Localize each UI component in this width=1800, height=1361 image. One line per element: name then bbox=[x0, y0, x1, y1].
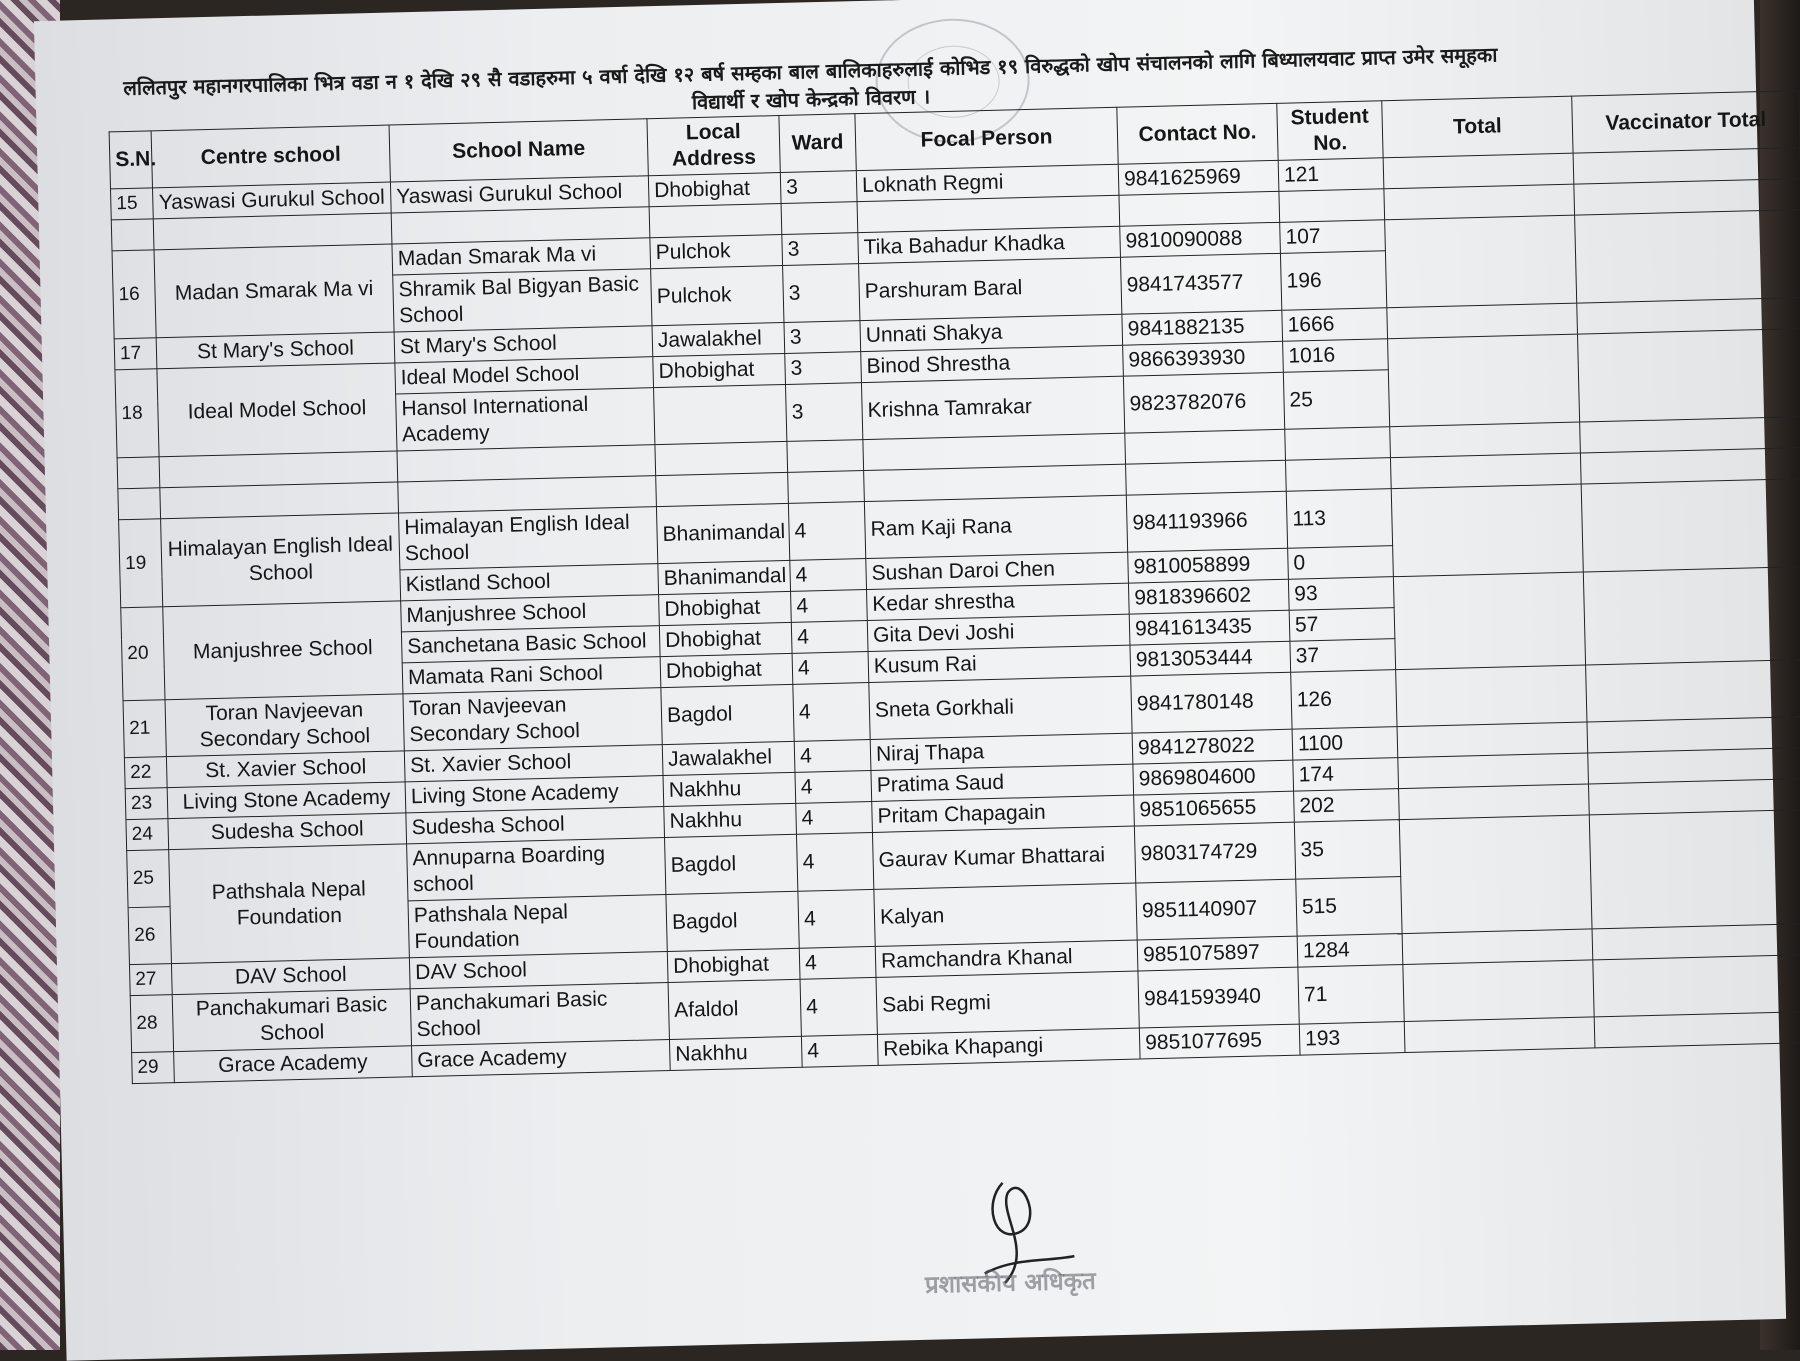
school-name-cell: Toran Navjeevan Secondary School bbox=[403, 688, 662, 751]
ward-cell: 3 bbox=[783, 264, 860, 323]
focal-person-cell: Pritam Chapagain bbox=[872, 795, 1135, 832]
focal-person-cell: Niraj Thapa bbox=[870, 733, 1133, 770]
local-address-cell: Pulchok bbox=[651, 265, 784, 325]
contact-cell: 9841193966 bbox=[1126, 491, 1287, 552]
ward-cell: 4 bbox=[793, 683, 870, 742]
contact-cell: 9841882135 bbox=[1122, 310, 1283, 345]
header-student-no: Student No. bbox=[1277, 101, 1383, 161]
focal-person-cell: Krishna Tamrakar bbox=[861, 376, 1124, 439]
student-no-cell: 174 bbox=[1293, 758, 1399, 792]
student-no-cell: 113 bbox=[1286, 489, 1392, 549]
school-name-cell: Sanchetana Basic School bbox=[401, 626, 660, 663]
school-name-cell: Grace Academy bbox=[412, 1039, 671, 1076]
school-name-cell: Shramik Bal Bigyan Basic School bbox=[393, 269, 652, 332]
contact-cell: 9841613435 bbox=[1129, 610, 1290, 645]
centre-school-cell: Grace Academy bbox=[174, 1046, 413, 1083]
ward-cell: 4 bbox=[801, 1034, 878, 1067]
sn-cell: 21 bbox=[123, 700, 166, 758]
student-no-cell: 1666 bbox=[1282, 308, 1388, 342]
focal-person-cell: Gaurav Kumar Bhattarai bbox=[872, 826, 1135, 889]
school-name-cell: St Mary's School bbox=[394, 326, 653, 363]
ward-cell: 4 bbox=[799, 946, 876, 979]
centre-school-cell: Manjushree School bbox=[163, 601, 403, 700]
ward-cell: 4 bbox=[796, 832, 873, 891]
local-address-cell: Dhobighat bbox=[648, 173, 781, 207]
school-name-cell: Sudesha School bbox=[406, 807, 665, 844]
contact-cell: 9810058899 bbox=[1128, 548, 1289, 583]
sn-cell: 15 bbox=[111, 188, 154, 220]
document-page bbox=[34, 0, 1786, 1361]
student-no-cell: 193 bbox=[1299, 1022, 1405, 1056]
contact-cell: 9841743577 bbox=[1120, 253, 1281, 314]
focal-person-cell: Kalyan bbox=[874, 883, 1137, 946]
sn-cell: 18 bbox=[115, 369, 159, 458]
header-school-name: School Name bbox=[389, 119, 648, 182]
contact-cell: 9851075897 bbox=[1137, 936, 1298, 971]
student-no-cell: 37 bbox=[1290, 639, 1396, 673]
school-name-cell: Yaswasi Gurukul School bbox=[390, 176, 649, 213]
focal-person-cell: Parshuram Baral bbox=[859, 257, 1122, 320]
ward-cell: 4 bbox=[788, 502, 865, 561]
sn-cell: 26 bbox=[128, 907, 171, 965]
school-name-cell: Madan Smarak Ma vi bbox=[392, 238, 651, 275]
student-no-cell: 57 bbox=[1289, 608, 1395, 642]
school-name-cell: Annuparna Boarding school bbox=[407, 838, 666, 901]
contact-cell: 9851077695 bbox=[1139, 1024, 1300, 1059]
sn-cell: 28 bbox=[130, 995, 173, 1053]
sn-cell: 19 bbox=[119, 519, 163, 608]
student-no-cell: 196 bbox=[1280, 251, 1386, 311]
contact-cell: 9823782076 bbox=[1123, 372, 1284, 433]
focal-person-cell: Loknath Regmi bbox=[856, 164, 1119, 201]
local-address-cell: Dhobighat bbox=[660, 653, 793, 687]
school-name-cell: St. Xavier School bbox=[404, 745, 663, 782]
student-no-cell: 1100 bbox=[1292, 727, 1398, 761]
centre-school-cell: DAV School bbox=[171, 958, 410, 995]
student-no-cell: 1284 bbox=[1297, 934, 1403, 968]
focal-person-cell: Rebika Khapangi bbox=[877, 1028, 1140, 1065]
ward-cell: 3 bbox=[784, 321, 861, 354]
ward-cell: 4 bbox=[795, 770, 872, 803]
focal-person-cell: Kusum Rai bbox=[868, 645, 1131, 682]
school-name-cell: DAV School bbox=[409, 952, 668, 989]
local-address-cell: Jawalakhel bbox=[662, 741, 795, 775]
local-address-cell: Nakhhu bbox=[669, 1036, 802, 1070]
student-no-cell: 35 bbox=[1294, 820, 1400, 880]
school-name-cell: Manjushree School bbox=[401, 595, 660, 632]
header-sn: S.N. bbox=[109, 131, 152, 189]
focal-person-cell: Pratima Saud bbox=[871, 764, 1134, 801]
contact-cell: 9866393930 bbox=[1123, 341, 1284, 376]
sn-cell: 23 bbox=[125, 788, 168, 820]
ward-cell: 4 bbox=[796, 801, 873, 834]
local-address-cell: Dhobighat bbox=[667, 948, 800, 982]
local-address-cell: Dhobighat bbox=[659, 591, 792, 625]
school-name-cell: Kistland School bbox=[400, 564, 659, 601]
centre-school-cell: Sudesha School bbox=[168, 813, 407, 850]
school-name-cell: Ideal Model School bbox=[395, 357, 654, 394]
centre-school-cell: Yaswasi Gurukul School bbox=[152, 182, 391, 219]
focal-person-cell: Unnati Shakya bbox=[860, 314, 1123, 351]
contact-cell: 9813053444 bbox=[1130, 641, 1291, 676]
centre-school-cell: St. Xavier School bbox=[166, 751, 405, 788]
ward-cell: 4 bbox=[792, 652, 869, 685]
office-stamp: प्रशासकीय अधिकृत bbox=[924, 1266, 1097, 1299]
contact-cell: 9810090088 bbox=[1120, 222, 1281, 257]
local-address-cell: Afaldol bbox=[668, 979, 801, 1039]
sn-cell: 17 bbox=[114, 338, 157, 370]
header-centre-school: Centre school bbox=[151, 125, 390, 188]
sn-cell: 16 bbox=[112, 250, 156, 339]
school-name-cell: Panchakumari Basic School bbox=[410, 983, 669, 1046]
student-no-cell: 515 bbox=[1296, 877, 1402, 937]
focal-person-cell: Ram Kaji Rana bbox=[864, 495, 1127, 558]
local-address-cell: Bhanimandal bbox=[656, 503, 789, 563]
centre-school-cell: St Mary's School bbox=[156, 332, 395, 369]
student-no-cell: 126 bbox=[1291, 670, 1397, 730]
sn-cell: 20 bbox=[121, 607, 165, 701]
centre-school-cell: Himalayan English Ideal School bbox=[161, 513, 401, 607]
local-address-cell: Bagdol bbox=[665, 834, 798, 894]
contact-cell: 9869804600 bbox=[1133, 760, 1294, 795]
header-contact-no: Contact No. bbox=[1117, 103, 1278, 164]
centre-school-cell: Madan Smarak Ma vi bbox=[154, 244, 394, 338]
local-address-cell: Pulchok bbox=[650, 235, 783, 269]
sn-cell: 25 bbox=[127, 850, 170, 908]
student-no-cell: 121 bbox=[1278, 158, 1384, 192]
ward-cell: 3 bbox=[785, 383, 862, 442]
contact-cell: 9841278022 bbox=[1132, 729, 1293, 764]
local-address-cell: Jawalakhel bbox=[652, 322, 785, 356]
local-address-cell: Nakhhu bbox=[663, 772, 796, 806]
local-address-cell: Bhanimandal bbox=[658, 560, 791, 594]
student-no-cell: 1016 bbox=[1283, 339, 1389, 373]
student-no-cell: 25 bbox=[1283, 370, 1389, 430]
focal-person-cell: Binod Shrestha bbox=[861, 345, 1124, 382]
ward-cell: 4 bbox=[790, 559, 867, 592]
header-ward: Ward bbox=[779, 114, 856, 173]
contact-cell: 9803174729 bbox=[1134, 822, 1295, 883]
ward-cell: 3 bbox=[782, 233, 859, 266]
contact-cell: 9851065655 bbox=[1134, 791, 1295, 826]
document-title: ललितपुर महानगरपालिका भित्र वडा न १ देखि २९ सै वडाहरुमा ५ वर्षा देखि १२ बर्ष सम्हका बाल बालिकाहरुलाई कोभिड १९ विरुद्धको खोप संचालनको लागि बिध्यालयवाट प्राप्त उमेर समूहका विद्यार्थी र खोप केन्द्रको विवरण । bbox=[123, 42, 1498, 115]
local-address-cell: Bagdol bbox=[661, 684, 794, 744]
student-no-cell: 107 bbox=[1280, 220, 1386, 254]
contact-cell: 9841593940 bbox=[1138, 967, 1299, 1028]
student-no-cell: 93 bbox=[1288, 577, 1394, 611]
centre-school-cell: Living Stone Academy bbox=[167, 782, 406, 819]
student-no-cell: 202 bbox=[1294, 789, 1400, 823]
centre-school-cell: Ideal Model School bbox=[157, 363, 397, 457]
focal-person-cell: Ramchandra Khanal bbox=[875, 940, 1138, 977]
school-name-cell: Himalayan English Ideal School bbox=[399, 507, 658, 570]
student-no-cell: 71 bbox=[1298, 965, 1404, 1025]
school-name-cell: Mamata Rani School bbox=[402, 657, 661, 694]
contact-cell: 9818396602 bbox=[1128, 579, 1289, 614]
focal-person-cell: Sabi Regmi bbox=[876, 971, 1139, 1034]
focal-person-cell: Gita Devi Joshi bbox=[867, 614, 1130, 651]
ward-cell: 4 bbox=[791, 590, 868, 623]
centre-school-cell: Pathshala Nepal Foundation bbox=[169, 844, 410, 964]
centre-school-cell: Panchakumari Basic School bbox=[172, 989, 411, 1052]
header-local-address: Local Address bbox=[647, 116, 780, 176]
ward-cell: 3 bbox=[780, 171, 857, 204]
header-vaccinator-total: Vaccinator Total bbox=[1572, 91, 1800, 154]
vaccination-centre-table bbox=[109, 90, 1800, 1084]
ward-cell: 4 bbox=[798, 889, 875, 948]
ward-cell: 4 bbox=[794, 739, 871, 772]
sn-cell: 27 bbox=[129, 964, 172, 996]
focal-person-cell: Sushan Daroi Chen bbox=[866, 552, 1129, 589]
local-address-cell bbox=[654, 384, 787, 444]
local-address-cell: Dhobighat bbox=[659, 622, 792, 656]
school-name-cell: Pathshala Nepal Foundation bbox=[408, 895, 667, 958]
local-address-cell: Dhobighat bbox=[653, 353, 786, 387]
contact-cell: 9841780148 bbox=[1131, 672, 1292, 733]
student-no-cell: 0 bbox=[1288, 546, 1394, 580]
focal-person-cell: Tika Bahadur Khadka bbox=[858, 226, 1121, 263]
sn-cell: 29 bbox=[132, 1052, 175, 1084]
local-address-cell: Nakhhu bbox=[664, 803, 797, 837]
school-name-cell: Living Stone Academy bbox=[405, 776, 664, 813]
centre-school-cell: Toran Navjeevan Secondary School bbox=[165, 694, 404, 757]
total-cell bbox=[1383, 153, 1574, 189]
contact-cell: 9841625969 bbox=[1118, 160, 1279, 195]
focal-person-cell: Sneta Gorkhali bbox=[869, 676, 1132, 739]
school-name-cell: Hansol International Academy bbox=[396, 388, 655, 451]
sn-cell: 22 bbox=[124, 757, 167, 789]
ward-cell: 4 bbox=[791, 621, 868, 654]
ward-cell: 4 bbox=[800, 977, 877, 1036]
local-address-cell: Bagdol bbox=[666, 891, 799, 951]
header-focal-person: Focal Person bbox=[855, 107, 1118, 170]
ward-cell: 3 bbox=[785, 352, 862, 385]
focal-person-cell: Kedar shrestha bbox=[867, 583, 1130, 620]
sn-cell: 24 bbox=[126, 819, 169, 851]
header-total: Total bbox=[1382, 96, 1573, 158]
contact-cell: 9851140907 bbox=[1136, 879, 1297, 940]
